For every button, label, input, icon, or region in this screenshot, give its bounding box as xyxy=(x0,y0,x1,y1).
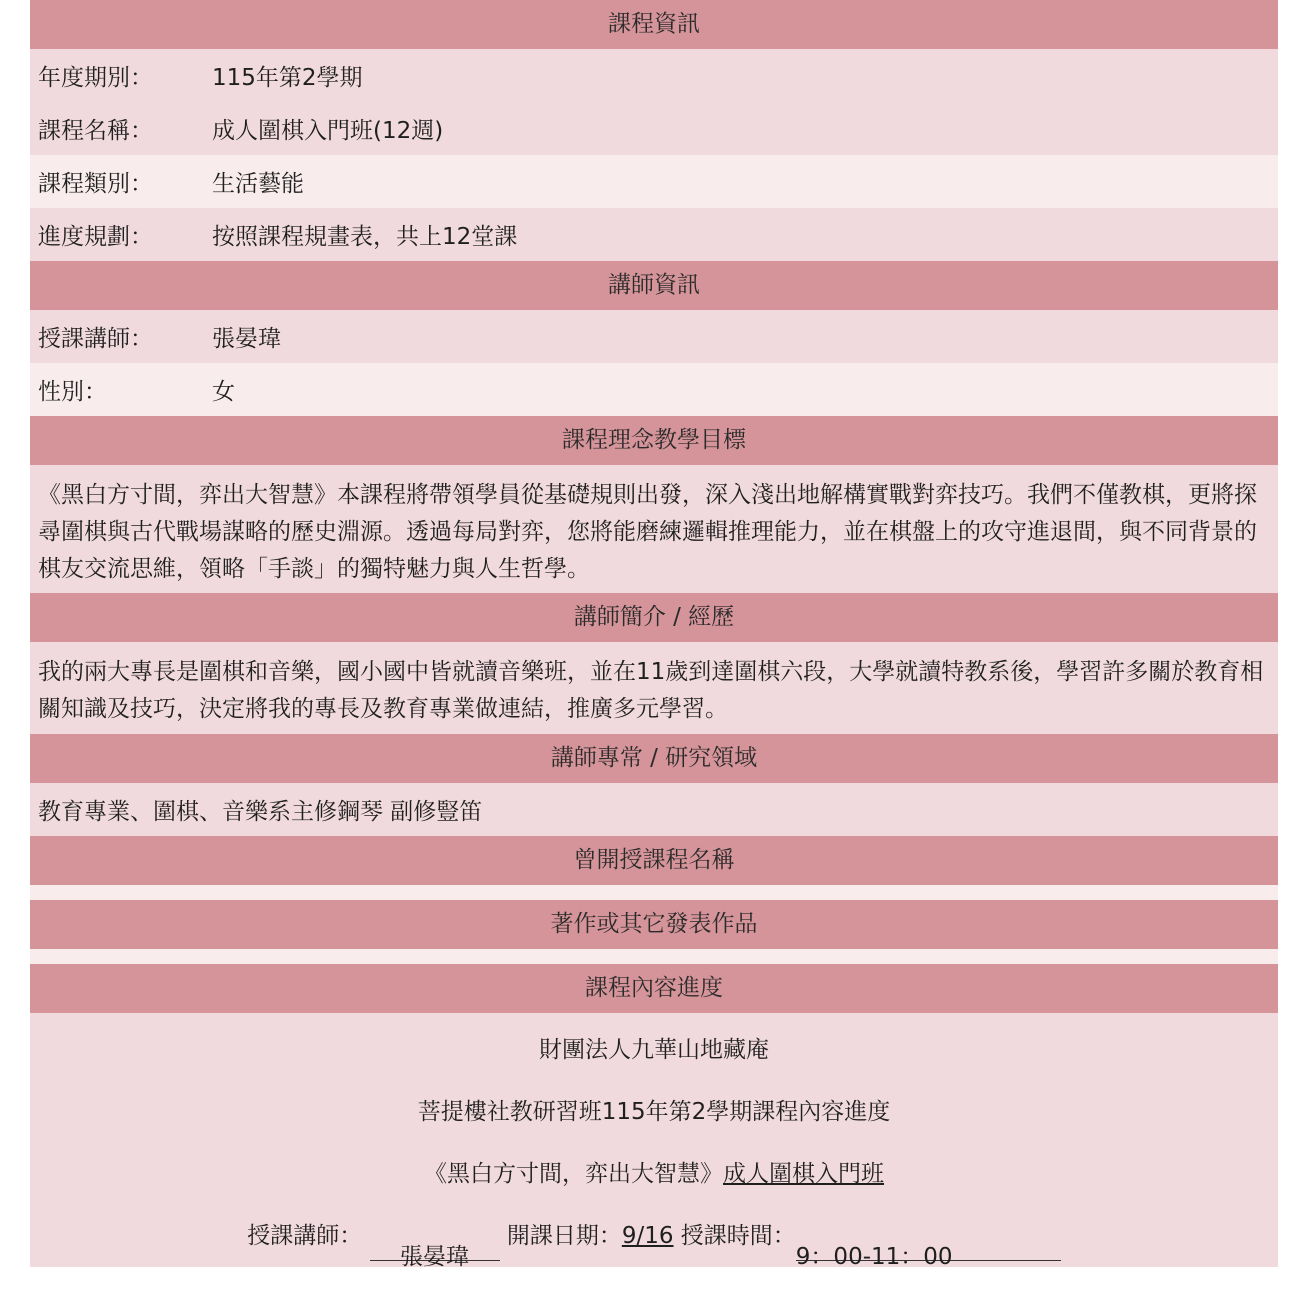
gender-label: 性別： xyxy=(38,379,107,405)
expertise-text: 教育專業、圍棋、音樂系主修鋼琴 副修豎笛 xyxy=(38,799,483,825)
info-row-course-name xyxy=(30,102,1278,155)
info-row-term xyxy=(30,49,1278,102)
term-label: 年度期別： xyxy=(38,65,153,91)
teacher-label: 授課講師： xyxy=(38,326,153,352)
past-courses-header: 曾開授課程名稱 xyxy=(30,836,1278,885)
schedule-plan-label: 進度規劃： xyxy=(38,224,153,250)
progress-header: 課程內容進度 xyxy=(30,964,1278,1013)
course-info-header: 課程資訊 xyxy=(30,0,1278,49)
page-scrollbar[interactable] xyxy=(1280,0,1290,1297)
course-name-value: 成人圍棋入門班(12週) xyxy=(212,118,444,144)
term-value: 115年第2學期 xyxy=(212,65,363,91)
progress-course-prefix: 《黑白方寸間，弈出大智慧》 xyxy=(424,1161,723,1187)
progress-meta-line xyxy=(30,1211,1278,1273)
publications-empty xyxy=(30,949,1278,964)
info-row-schedule-plan xyxy=(30,208,1278,261)
info-row-gender xyxy=(30,363,1278,416)
course-detail-table xyxy=(30,0,1278,1270)
course-name-label: 課程名稱： xyxy=(38,118,153,144)
philosophy-header: 課程理念教學目標 xyxy=(30,416,1278,465)
past-courses-empty xyxy=(30,885,1278,900)
progress-teacher-label: 授課講師： xyxy=(247,1223,363,1249)
progress-title: 菩提樓社教研習班115年第2學期課程內容進度 xyxy=(417,1099,891,1125)
info-row-category xyxy=(30,155,1278,208)
publications-header: 著作或其它發表作品 xyxy=(30,900,1278,949)
progress-org: 財團法人九華山地藏庵 xyxy=(539,1037,769,1063)
progress-start-label: 開課日期： xyxy=(506,1223,622,1249)
info-row-teacher xyxy=(30,310,1278,363)
progress-start-date: 9/16 xyxy=(621,1223,674,1249)
expertise-header: 講師專常 / 研究領域 xyxy=(30,734,1278,783)
progress-content xyxy=(30,1013,1278,1270)
progress-time-label: 授課時間： xyxy=(680,1223,796,1249)
philosophy-text: 《黑白方寸間，弈出大智慧》本課程將帶領學員從基礎規則出發，深入淺出地解構實戰對弈技巧。我們不僅教棋，更將探尋圍棋與古代戰場謀略的歷史淵源。透過每局對弈，您將能磨練邏輯推理能力，並在棋盤上的攻守進退間，與不同背景的棋友交流思維，領略「手談」的獨特魅力與人生哲學。 xyxy=(30,465,1278,593)
teacher-value: 張晏瑋 xyxy=(212,326,281,352)
progress-time-value: 9：00-11：00 xyxy=(796,1232,1061,1261)
bio-text: 我的兩大專長是圍棋和音樂，國小國中皆就讀音樂班，並在11歲到達圍棋六段，大學就讀特教系後，學習許多關於教育相關知識及技巧，決定將我的專長及教育專業做連結，推廣多元學習。 xyxy=(30,642,1278,734)
expertise-row xyxy=(30,783,1278,836)
teacher-info-header: 講師資訊 xyxy=(30,261,1278,310)
category-value: 生活藝能 xyxy=(212,171,304,197)
schedule-plan-value: 按照課程規畫表，共上12堂課 xyxy=(212,224,518,250)
progress-course-name: 成人圍棋入門班 xyxy=(723,1161,884,1187)
progress-course-line xyxy=(30,1149,1278,1211)
progress-teacher-name: 張晏瑋 xyxy=(370,1232,500,1261)
category-label: 課程類別： xyxy=(38,171,153,197)
gender-value: 女 xyxy=(212,379,235,405)
bio-header: 講師簡介 / 經歷 xyxy=(30,593,1278,642)
